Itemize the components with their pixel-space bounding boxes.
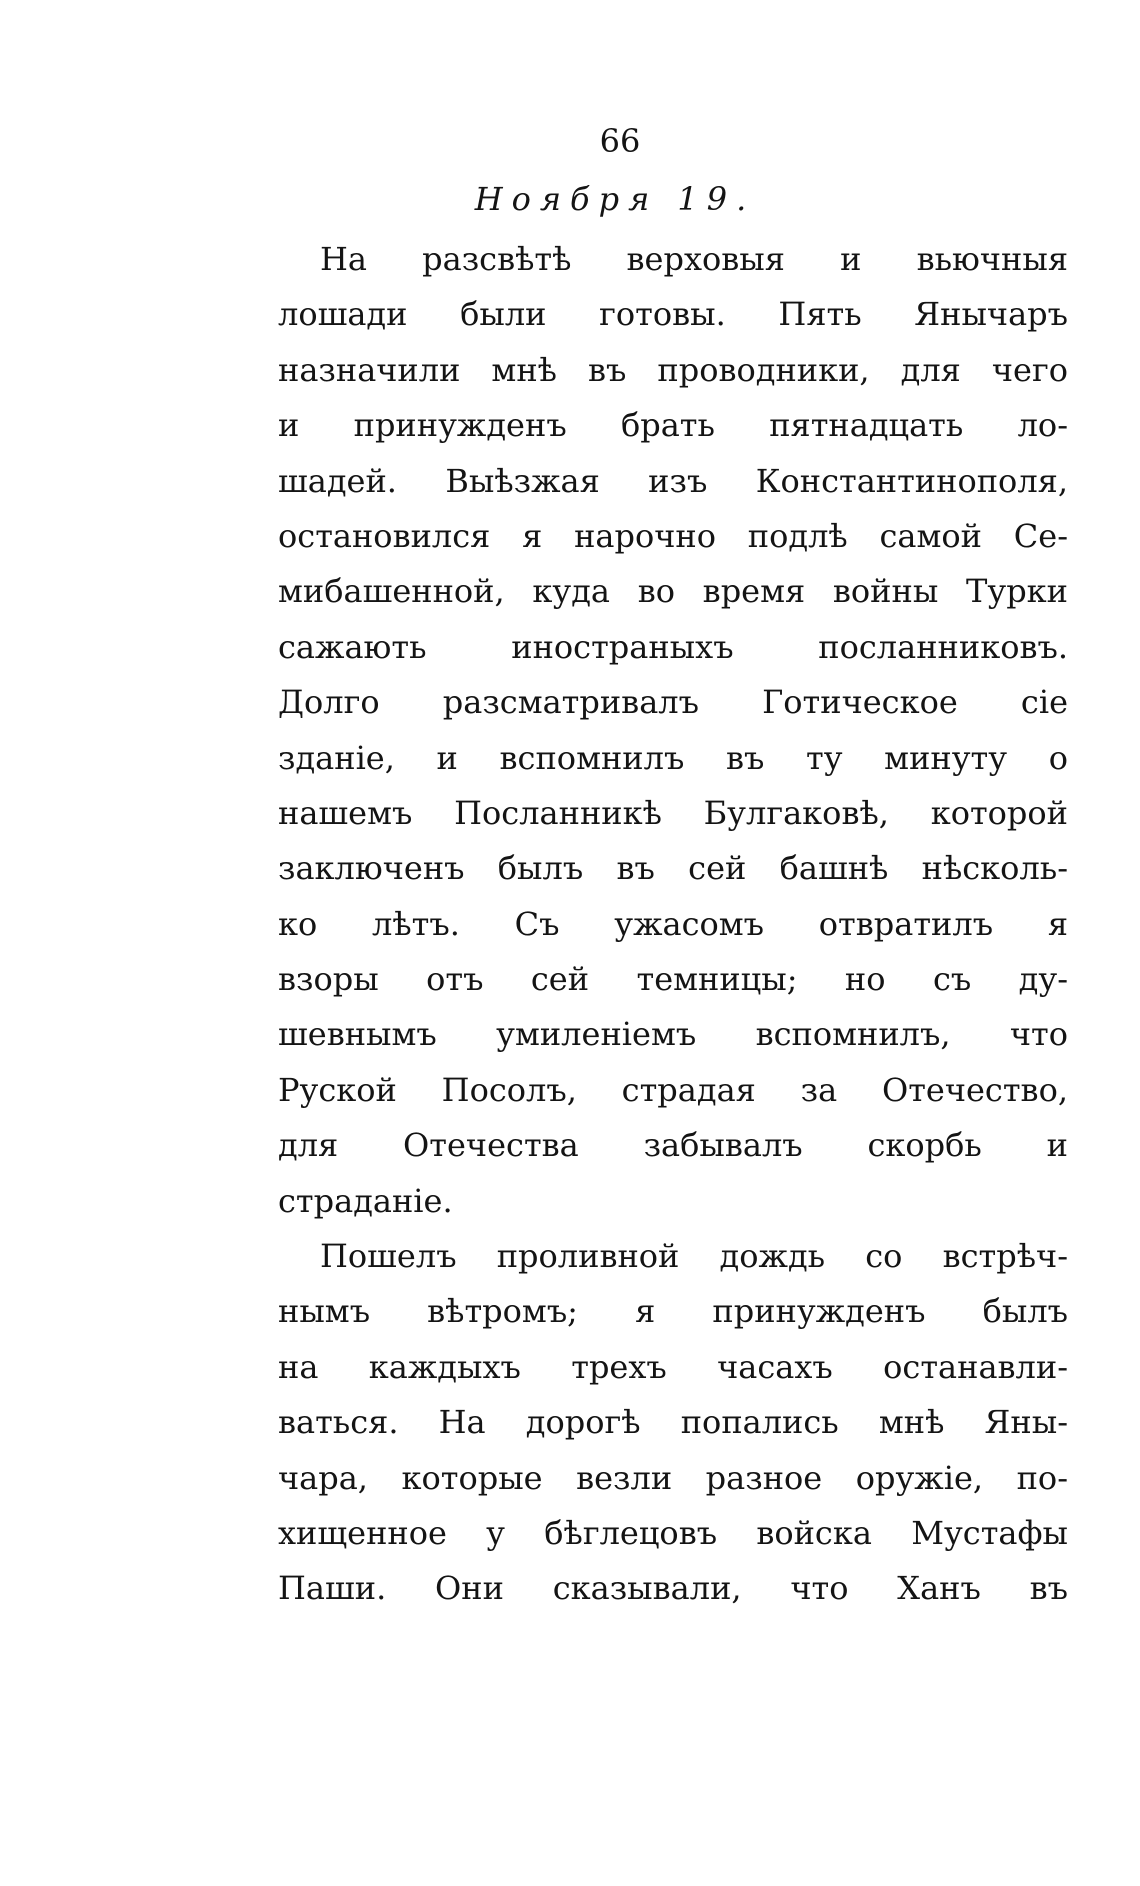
text-line: ваться. На дорогѣ попались мнѣ Яны- bbox=[278, 1403, 1068, 1442]
text-line: ко лѣтъ. Съ ужасомъ отвратилъ я bbox=[278, 904, 1068, 943]
text-line: нымъ вѣтромъ; я принужденъ былъ bbox=[278, 1292, 1068, 1331]
text-line: Пошелъ проливной дождь со встрѣч- bbox=[320, 1237, 1068, 1276]
text-line: на каждыхъ трехъ часахъ останавли- bbox=[278, 1347, 1068, 1386]
text-line: заключенъ былъ въ сей башнѣ нѣсколь- bbox=[278, 849, 1068, 888]
text-line: шевнымъ умиленіемъ вспомнилъ, что bbox=[278, 1015, 1068, 1054]
entry-date-heading: Ноября 19. bbox=[474, 180, 756, 218]
text-line: зданіе, и вспомнилъ въ ту минуту о bbox=[278, 738, 1068, 777]
text-line: Долго разсматривалъ Готическое сіе bbox=[278, 683, 1068, 722]
text-line: взоры отъ сей темницы; но съ ду- bbox=[278, 960, 1068, 999]
text-line: На разсвѣтѣ верховыя и вьючныя bbox=[320, 240, 1068, 278]
text-line: сажають иностраныхъ посланниковъ. bbox=[278, 627, 1068, 666]
text-line: нашемъ Посланникѣ Булгаковѣ, которой bbox=[278, 793, 1068, 832]
text-line: шадей. Выѣзжая изъ Константинополя, bbox=[278, 461, 1068, 500]
text-line: Паши. Они сказывали, что Ханъ въ bbox=[278, 1569, 1068, 1608]
text-line: хищенное у бѣглецовъ войска Мустафы bbox=[278, 1513, 1068, 1552]
text-line: остановился я нарочно подлѣ самой Се- bbox=[278, 516, 1068, 555]
text-line: назначили мнѣ въ проводники, для чего bbox=[278, 350, 1068, 389]
text-line: чара, которые везли разное оружіе, по- bbox=[278, 1458, 1068, 1497]
body-text bbox=[278, 232, 1068, 1617]
text-line: и принужденъ брать пятнадцать ло- bbox=[278, 406, 1068, 445]
text-line: мибашенной, куда во время войны Турки bbox=[278, 572, 1068, 611]
page-number: 66 bbox=[599, 122, 641, 160]
text-line: лошади были готовы. Пять Янычаръ bbox=[278, 295, 1068, 334]
text-line: Руской Посолъ, страдая за Отечество, bbox=[278, 1070, 1068, 1109]
text-line: страданіе. bbox=[278, 1181, 453, 1220]
text-line: для Отечества забывалъ скорбь и bbox=[278, 1126, 1068, 1165]
